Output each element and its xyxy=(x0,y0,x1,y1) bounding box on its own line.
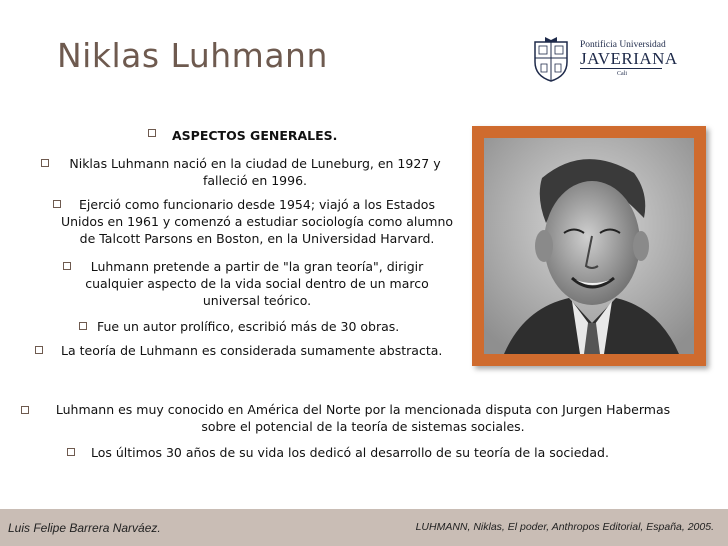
portrait-frame xyxy=(472,126,706,366)
footer-author: Luis Felipe Barrera Narváez. xyxy=(8,521,161,535)
logo-line-3: Cali xyxy=(617,71,627,77)
bullet-2-line-1: Niklas Luhmann nació en la ciudad de Luneburg, en 1927 y xyxy=(69,156,441,171)
bullet-icon xyxy=(35,346,43,354)
logo-divider xyxy=(580,68,662,69)
bullet-icon xyxy=(41,159,49,167)
logo-line-1: Pontificia Universidad xyxy=(580,40,666,50)
footer-bar xyxy=(0,509,728,546)
university-logo xyxy=(527,36,678,82)
portrait-photo xyxy=(484,138,694,354)
bullet-4-line-2: cualquier aspecto de la vida social dentro de un marco xyxy=(85,276,429,291)
bullet-4-line-1: Luhmann pretende a partir de "la gran teoría", dirigir xyxy=(90,259,424,274)
bullet-4-line-3: universal teórico. xyxy=(202,293,312,308)
bullet-7-line-2: sobre el potencial de la teoría de sistemas sociales. xyxy=(201,419,525,434)
footer-reference: LUHMANN, Niklas, El poder, Anthropos Editorial, España, 2005. xyxy=(415,521,714,533)
bullet-5-text: Fue un autor prolífico, escribió más de 30 obras. xyxy=(97,319,400,334)
bullet-2-line-2: falleció en 1996. xyxy=(202,173,308,188)
crest-icon xyxy=(527,36,575,82)
bullet-icon xyxy=(67,448,75,456)
bullet-3-line-3: de Talcott Parsons en Boston, en la Universidad Harvard. xyxy=(79,231,435,246)
bullet-7-line-1: Luhmann es muy conocido en América del Norte por la mencionada disputa con Jurgen Habermas xyxy=(55,402,671,417)
slide-title: Niklas Luhmann xyxy=(57,36,328,75)
bullet-1-text: ASPECTOS GENERALES. xyxy=(172,128,338,143)
bullet-icon xyxy=(148,129,156,137)
bullet-8-text: Los últimos 30 años de su vida los dedicó al desarrollo de su teoría de la sociedad. xyxy=(91,445,609,460)
bullet-icon xyxy=(21,406,29,414)
bullet-icon xyxy=(79,322,87,330)
bullet-3-line-1: Ejerció como funcionario desde 1954; viajó a los Estados xyxy=(79,197,435,212)
bullet-6-text: La teoría de Luhmann es considerada sumamente abstracta. xyxy=(61,343,443,358)
bullet-3-line-2: Unidos en 1961 y comenzó a estudiar sociología como alumno xyxy=(60,214,454,229)
logo-line-2: JAVERIANA xyxy=(580,49,678,68)
